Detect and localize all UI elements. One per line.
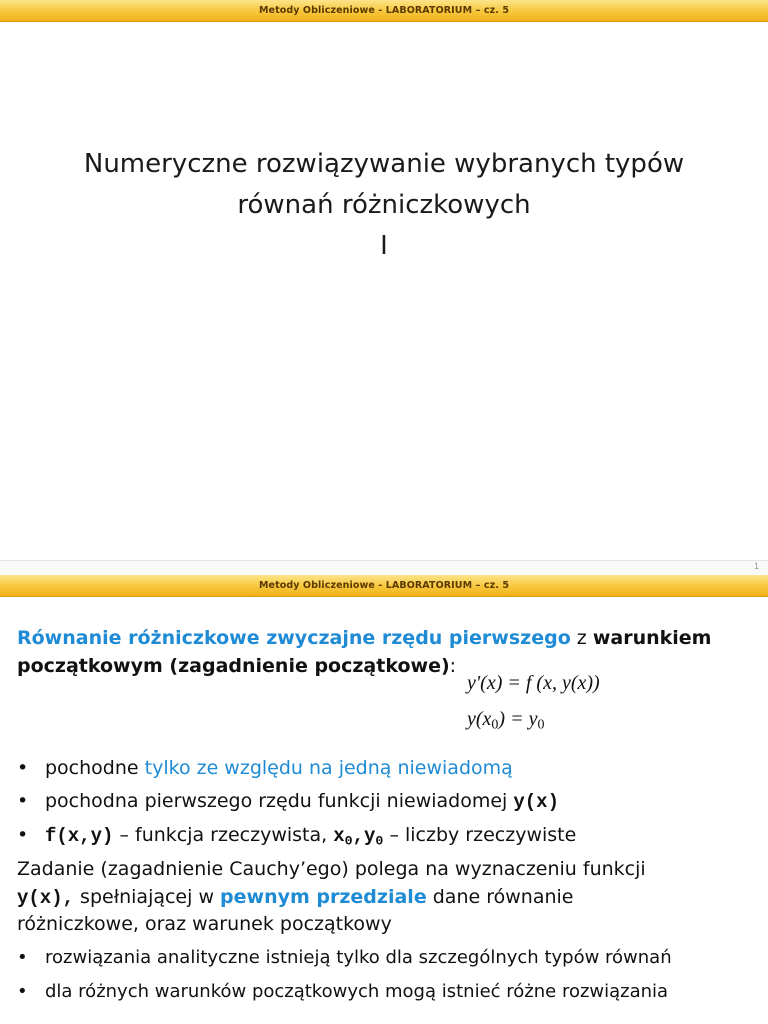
formula-ode: y'(x) = f (x, y(x))	[467, 672, 600, 694]
formula2-sub-1: 0	[491, 717, 499, 733]
intro-connector: z	[570, 627, 593, 649]
paragraph-end: dane równanie	[426, 886, 574, 908]
bullet-1-highlight: tylko ze względu na jedną niewiadomą	[144, 757, 513, 779]
bullet-3	[17, 824, 576, 848]
bullet-3-end: – liczby rzeczywiste	[383, 824, 577, 846]
intro-bold-2: początkowym (zagadnienie początkowe)	[17, 655, 450, 677]
paragraph-line-2	[17, 886, 573, 909]
bullet-3-x-sub: 0	[344, 833, 353, 849]
title-line-2: równań różniczkowych	[237, 190, 531, 220]
bullet-3-comma: ,	[352, 825, 365, 847]
paragraph-line-3: różniczkowe, oraz warunek początkowy	[17, 913, 392, 935]
paragraph-mid: spełniającej w	[74, 886, 221, 908]
page-number: 1	[753, 561, 759, 571]
paragraph-highlight: pewnym przedziale	[220, 886, 427, 908]
paragraph-code: y(x),	[17, 887, 75, 909]
bullet-symbol: •	[17, 757, 29, 779]
slide-header: Metody Obliczeniowe - LABORATORIUM – cz. 5	[0, 0, 768, 22]
paragraph-line-1: Zadanie (zagadnienie Cauchy’ego) polega na wyznaczeniu funkcji	[17, 858, 646, 880]
intro-line-2	[17, 655, 456, 677]
bullet-4	[17, 947, 672, 968]
slide-title	[0, 144, 768, 267]
bullet-4-text: rozwiązania analityczne istnieją tylko dla szczególnych typów równań	[45, 947, 672, 968]
bullet-3-y-sub: 0	[375, 833, 384, 849]
slide-separator	[0, 560, 768, 575]
bullet-2-code: y(x)	[513, 791, 559, 813]
bullet-3-x: x	[333, 825, 345, 847]
formula-initial-condition	[467, 708, 544, 734]
bullet-5-text: dla różnych warunków początkowych mogą istnieć różne rozwiązania	[45, 981, 669, 1002]
bullet-1-text: pochodne	[45, 757, 145, 779]
bullet-symbol: •	[17, 790, 29, 812]
intro-term: Równanie różniczkowe zwyczajne rzędu pierwszego	[17, 627, 571, 649]
intro-colon: :	[449, 655, 457, 677]
bullet-3-code: f(x,y)	[45, 825, 114, 847]
bullet-symbol: •	[17, 824, 29, 846]
content-slide	[0, 560, 768, 1024]
intro-line-1	[17, 627, 711, 649]
bullet-symbol: •	[17, 947, 28, 968]
bullet-2-text: pochodna pierwszego rzędu funkcji niewiadomej	[45, 790, 514, 812]
bullet-5	[17, 981, 668, 1002]
slide-header: Metody Obliczeniowe - LABORATORIUM – cz. 5	[0, 575, 768, 597]
intro-bold-1: warunkiem	[592, 627, 712, 649]
bullet-symbol: •	[17, 981, 28, 1002]
title-line-3: I	[380, 231, 388, 261]
formula2-part-b: ) = y	[498, 708, 538, 730]
bullet-1	[17, 757, 513, 779]
formula2-part-a: y(x	[467, 708, 492, 730]
formula2-sub-2: 0	[537, 717, 545, 733]
title-line-1: Numeryczne rozwiązywanie wybranych typów	[83, 149, 685, 179]
bullet-3-mid: – funkcja rzeczywista,	[113, 824, 334, 846]
bullet-2	[17, 790, 559, 813]
bullet-3-y: y	[364, 825, 376, 847]
